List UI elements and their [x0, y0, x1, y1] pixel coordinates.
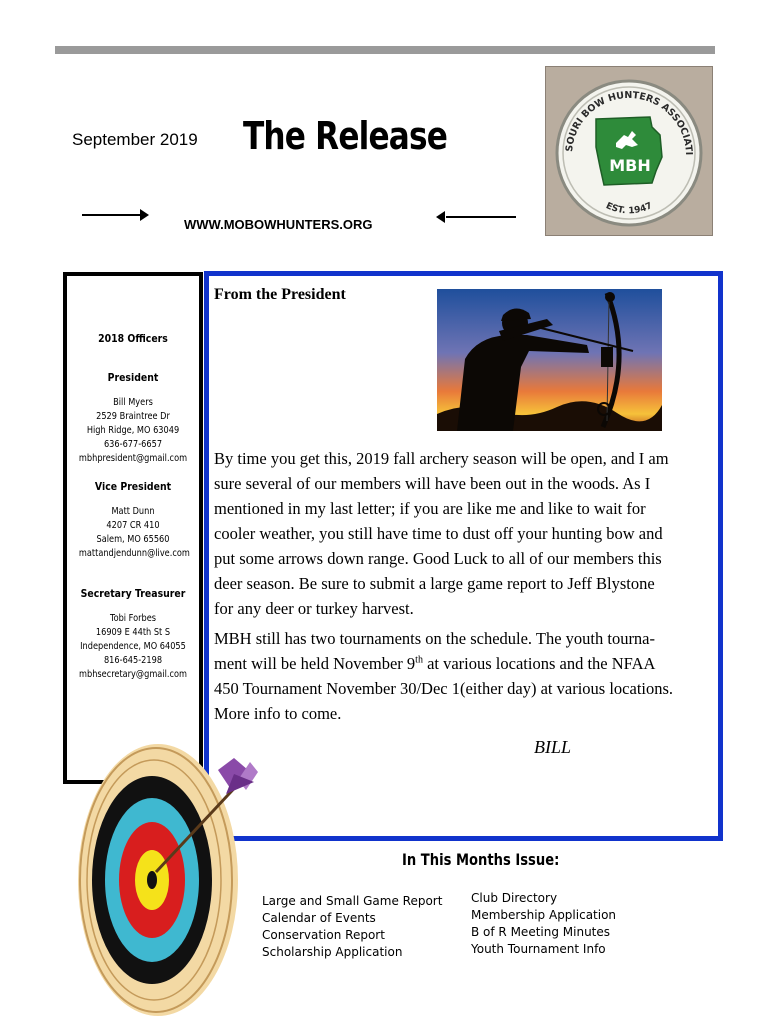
officer-email[interactable]: mattandjendunn@live.com — [78, 548, 190, 559]
text-line: cooler weather, you still have time to dust off your hunting bow and — [214, 524, 663, 543]
officer-name: Bill Myers — [113, 397, 153, 408]
issue-item: Youth Tournament Info — [471, 942, 606, 956]
issue-item: Membership Application — [471, 908, 617, 922]
in-this-issue-heading: In This Months Issue: — [402, 850, 560, 869]
officer-role: President — [107, 371, 159, 384]
officer-name: Matt Dunn — [111, 506, 155, 517]
text-line: sure several of our members will have been out in the woods. As I — [214, 474, 651, 493]
text-line: mentioned in my last letter; if you are like me and like to wait for — [214, 499, 646, 518]
officer-city: High Ridge, MO 63049 — [86, 425, 180, 436]
officer-role: Vice President — [94, 480, 172, 493]
header-rule — [55, 46, 715, 54]
officer-address: 4207 CR 410 — [106, 520, 160, 531]
issue-item: B of R Meeting Minutes — [471, 925, 611, 939]
officer-name: Tobi Forbes — [109, 613, 157, 624]
archery-target-icon — [58, 700, 288, 1020]
issue-item: Scholarship Application — [262, 945, 403, 959]
officer-city: Independence, MO 64055 — [80, 641, 186, 652]
issue-list-right — [471, 890, 616, 958]
text-line: By time you get this, 2019 fall archery season will be open, and I am — [214, 449, 669, 468]
mbh-seal-icon — [546, 67, 712, 235]
svg-text:MBH: MBH — [609, 156, 651, 175]
text-line: MBH still has two tournaments on the schedule. The youth tourna- — [214, 629, 656, 648]
issue-item: Conservation Report — [262, 928, 385, 942]
archer-sunset-icon — [437, 289, 662, 431]
officers-heading: 2018 Officers — [98, 332, 168, 345]
text-line: deer season. Be sure to submit a large game report to Jeff Blystone — [214, 574, 655, 593]
officer-email[interactable]: mbhpresident@gmail.com — [78, 453, 188, 464]
text-line: 450 Tournament November 30/Dec 1(either day) at various locations. — [214, 679, 674, 698]
president-signature: BILL — [534, 737, 572, 757]
text-line: More info to come. — [214, 704, 342, 723]
archery-target-illustration — [58, 700, 288, 1020]
officer-phone: 636-677-6657 — [103, 439, 163, 450]
officer-role: Secretary Treasurer — [80, 587, 186, 600]
archer-silhouette-photo — [437, 289, 662, 431]
arrow-head-icon — [140, 209, 149, 221]
officer-email[interactable]: mbhsecretary@gmail.com — [78, 669, 188, 680]
officer-phone: 816-645-2198 — [103, 655, 163, 666]
issue-item: Large and Small Game Report — [262, 894, 443, 908]
issue-date: September 2019 — [72, 130, 198, 149]
text-fragment: ment will be held November 9 — [214, 654, 416, 673]
website-link[interactable]: WWW.MOBOWHUNTERS.ORG — [184, 217, 373, 232]
text-fragment: at various locations and the NFAA — [422, 654, 656, 673]
officer-address: 16909 E 44th St S — [95, 627, 171, 638]
arrow-right-pointing-icon — [82, 214, 144, 216]
officer-address: 2529 Braintree Dr — [96, 411, 170, 422]
arrow-head-icon — [436, 211, 445, 223]
officer-city: Salem, MO 65560 — [96, 534, 170, 545]
svg-text:MISSOURI BOW HUNTERS ASSOCIATI: SOURI BOW HUNTERS ASSOCIATI — [564, 89, 695, 156]
newsletter-title: The Release — [243, 114, 448, 158]
text-line: for any deer or turkey harvest. — [214, 599, 414, 618]
association-logo — [545, 66, 713, 236]
issue-item: Club Directory — [471, 891, 558, 905]
president-heading: From the President — [214, 286, 346, 303]
svg-text:EST. 1947: EST. 1947 — [604, 201, 654, 217]
issue-list-left — [262, 893, 442, 961]
arrow-left-pointing-icon — [446, 216, 516, 218]
issue-item: Calendar of Events — [262, 911, 376, 925]
text-line: put some arrows down range. Good Luck to all of our members this — [214, 549, 662, 568]
president-paragraph-1 — [214, 446, 706, 621]
text-line — [214, 651, 706, 676]
ordinal-suffix: th — [415, 654, 423, 666]
